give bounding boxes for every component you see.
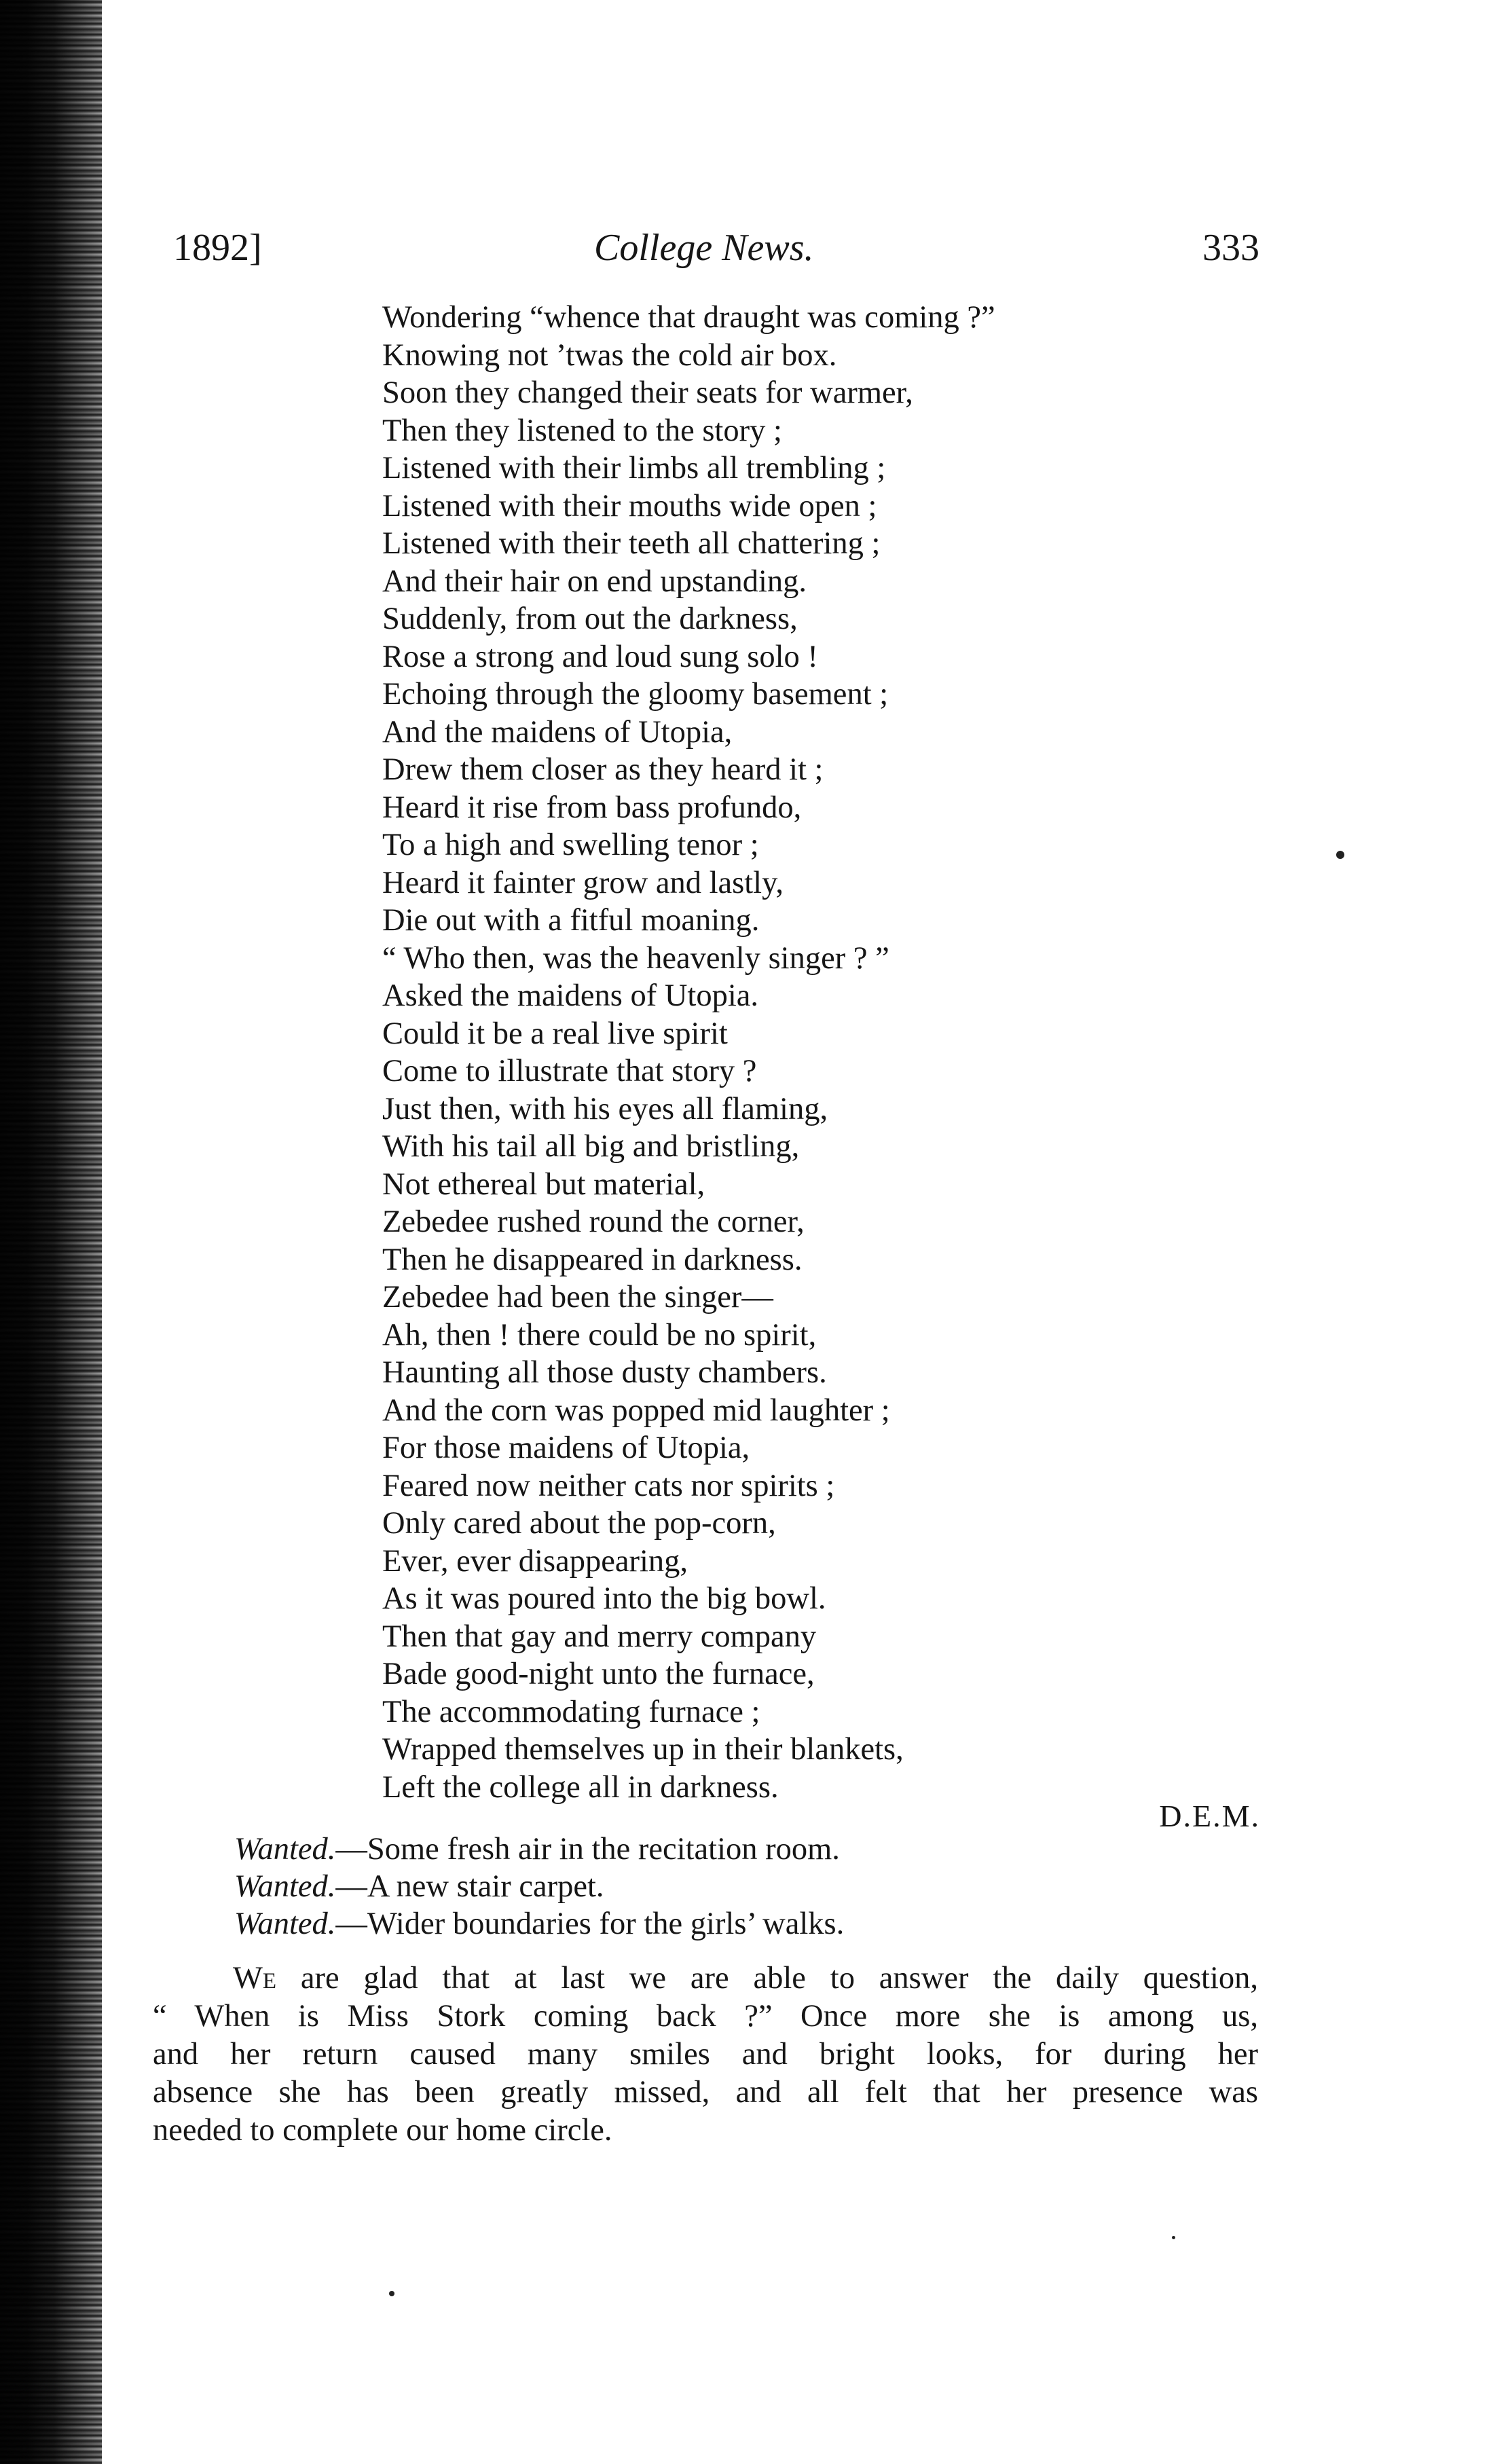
poem-line: Listened with their limbs all trembling ;: [382, 451, 886, 485]
poem-line: As it was poured into the big bowl.: [382, 1581, 826, 1616]
poem-line: And the maidens of Utopia,: [382, 714, 733, 750]
poem-line: With his tail all big and bristling,: [382, 1129, 800, 1164]
poem-line: Only cared about the pop-corn,: [382, 1506, 776, 1541]
poem: [382, 299, 1265, 1806]
paragraph-line: absence she has been greatly missed, and all felt that her presence was: [153, 2075, 1258, 2110]
poem-line: Feared now neither cats nor spirits ;: [382, 1468, 835, 1503]
poem-line: Then they listened to the story ;: [382, 413, 782, 448]
poem-line: “ Who then, was the heavenly singer ? ”: [382, 940, 889, 976]
poem-line: To a high and swelling tenor ;: [382, 828, 759, 862]
poem-line: Soon they changed their seats for warmer,: [382, 375, 913, 410]
poem-line: Could it be a real live spirit: [382, 1016, 728, 1051]
wanted-text: —A new stair carpet.: [335, 1869, 604, 1904]
poem-line: Come to illustrate that story ?: [382, 1054, 757, 1088]
wanted-notice: [234, 1868, 1253, 1905]
poem-line: Haunting all those dusty chambers.: [382, 1355, 827, 1390]
poem-line: The accommodating furnace ;: [382, 1694, 760, 1729]
paragraph-line: and her return caused many smiles and bright looks, for during her: [153, 2037, 1258, 2072]
paragraph-line: needed to complete our home circle.: [153, 2113, 612, 2148]
poem-line: Bade good-night unto the furnace,: [382, 1657, 815, 1691]
wanted-notice: [234, 1905, 1253, 1943]
wanted-notices: [234, 1831, 1253, 1943]
poem-line: Ever, ever disappearing,: [382, 1543, 688, 1579]
poem-line: Die out with a fitful moaning.: [382, 903, 760, 938]
poem-line: Left the college all in darkness.: [382, 1769, 779, 1805]
poem-line: Knowing not ’twas the cold air box.: [382, 337, 837, 373]
poem-signature: D.E.M.: [1159, 1799, 1260, 1833]
scan-binding-edge: [0, 0, 102, 2464]
wanted-label: Wanted.: [234, 1869, 336, 1904]
page-header: [173, 221, 1259, 275]
poem-line: Rose a strong and loud sung solo !: [382, 639, 818, 674]
poem-line: Then he disappeared in darkness.: [382, 1242, 803, 1277]
wanted-text: —Wider boundaries for the girls’ walks.: [335, 1907, 845, 1941]
poem-line: Zebedee had been the singer—: [382, 1280, 773, 1314]
poem-line: For those maidens of Utopia,: [382, 1431, 750, 1465]
paragraph-line-text: are glad that at last we are able to answer the daily question,: [276, 1961, 1258, 1996]
poem-line: Ah, then ! there could be no spirit,: [382, 1317, 817, 1353]
wanted-label: Wanted.: [234, 1907, 336, 1941]
poem-line: Zebedee rushed round the corner,: [382, 1205, 805, 1239]
poem-line: Heard it rise from bass profundo,: [382, 790, 802, 825]
poem-line: Heard it fainter grow and lastly,: [382, 865, 784, 900]
ink-speck: [1336, 851, 1344, 859]
paragraph-lead-word: We: [233, 1961, 277, 1996]
news-paragraph: [153, 1960, 1258, 2150]
poem-line: Just then, with his eyes all flaming,: [382, 1091, 828, 1126]
ink-speck: [389, 2291, 394, 2296]
page-number: 333: [1202, 227, 1259, 269]
header-year: 1892]: [173, 227, 262, 269]
ink-speck: [1172, 2236, 1175, 2239]
paragraph-line: “ When is Miss Stork coming back ?” Once more she is among us,: [153, 1999, 1258, 2034]
poem-line: Echoing through the gloomy basement ;: [382, 677, 889, 712]
poem-line: Then that gay and merry company: [382, 1619, 817, 1654]
poem-line: Listened with their teeth all chattering ;: [382, 526, 881, 561]
poem-line: Listened with their mouths wide open ;: [382, 488, 877, 523]
header-title: College News.: [594, 227, 814, 269]
wanted-label: Wanted.: [234, 1832, 336, 1867]
wanted-text: —Some fresh air in the recitation room.: [335, 1832, 840, 1867]
poem-line: And the corn was popped mid laughter ;: [382, 1393, 890, 1428]
paragraph-line: [153, 1960, 1258, 1998]
poem-line: Drew them closer as they heard it ;: [382, 752, 824, 787]
wanted-notice: [234, 1831, 1253, 1868]
poem-line: Asked the maidens of Utopia.: [382, 978, 759, 1013]
poem-line: And their hair on end upstanding.: [382, 564, 807, 599]
poem-line: Suddenly, from out the darkness,: [382, 602, 798, 636]
poem-line: Wrapped themselves up in their blankets,: [382, 1732, 904, 1767]
poem-line: Wondering “whence that draught was coming ?”: [382, 300, 995, 335]
poem-line: Not ethereal but material,: [382, 1166, 705, 1202]
